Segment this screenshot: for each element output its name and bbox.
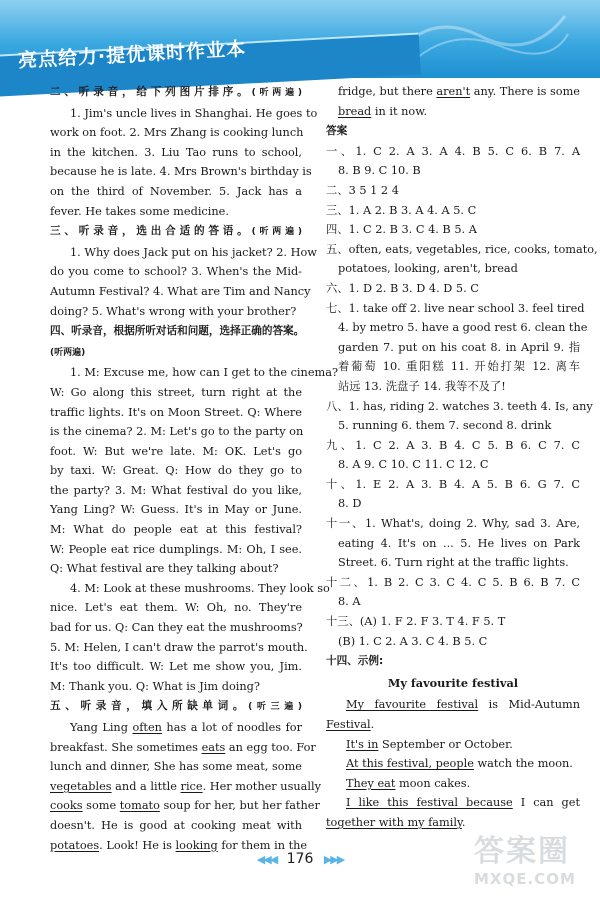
text-line bbox=[326, 592, 580, 612]
text-line bbox=[50, 757, 302, 777]
text-line bbox=[50, 363, 339, 383]
left-column-listening-script bbox=[50, 82, 339, 855]
text-line bbox=[50, 202, 302, 222]
text-segment: 十二、1. B 2. C 3. C 4. C 5. B 6. B 7. C bbox=[326, 575, 580, 589]
text-segment: (听两遍) bbox=[50, 347, 86, 358]
text-line bbox=[326, 121, 580, 142]
text-line bbox=[326, 632, 580, 652]
text-segment: Yang Ling? W: Guess. It's in May or June. bbox=[50, 503, 302, 517]
text-segment: because he is late. 4. Mrs Brown's birthday is bbox=[50, 165, 312, 179]
text-line bbox=[326, 201, 580, 221]
text-line bbox=[326, 161, 580, 181]
text-line bbox=[50, 657, 302, 677]
underlined-answer: My favourite festival bbox=[346, 698, 479, 712]
underlined-answer: rice bbox=[180, 779, 203, 793]
text-line bbox=[50, 321, 305, 342]
text-line bbox=[50, 262, 302, 282]
text-segment: breakfast. She sometimes bbox=[50, 740, 202, 754]
text-line bbox=[50, 481, 302, 501]
text-segment: 八、1. has, riding 2. watches 3. teeth 4. Is, any bbox=[326, 399, 593, 413]
text-segment: . bbox=[461, 815, 466, 829]
text-segment: 8. A 9. C 10. C 11. C 12. C bbox=[338, 458, 489, 472]
text-segment: 4. by metro 5. have a good rest 6. clean the bbox=[338, 321, 588, 335]
text-line bbox=[326, 553, 580, 573]
text-line bbox=[50, 598, 302, 618]
text-line bbox=[326, 475, 580, 495]
text-segment: September or October. bbox=[378, 737, 513, 751]
text-segment: work on foot. 2. Mrs Zhang is cooking lunch bbox=[50, 126, 304, 140]
text-line bbox=[326, 318, 588, 338]
underlined-answer: often bbox=[132, 721, 162, 734]
text-line bbox=[50, 696, 302, 718]
text-segment: foot. W: But we're late. M: OK. Let's go bbox=[50, 444, 302, 458]
text-segment: any. There is some bbox=[470, 85, 580, 98]
text-segment: has a lot of noodles for bbox=[161, 721, 302, 734]
underlined-answer: Festival bbox=[326, 718, 371, 731]
text-segment: (听三遍) bbox=[248, 702, 302, 713]
text-segment: watch the moon. bbox=[473, 757, 573, 771]
text-segment: by taxi. W: Great. Q: How do they go to bbox=[50, 464, 302, 478]
underlined-answer: together with my family bbox=[326, 815, 462, 829]
text-line bbox=[326, 416, 580, 436]
text-line bbox=[50, 559, 302, 579]
text-line bbox=[50, 796, 320, 816]
text-segment: Autumn Festival? 4. What are Tim and Nancy bbox=[50, 284, 311, 298]
text-segment: lunch and dinner, She has some meat, some bbox=[50, 760, 302, 774]
text-segment: 五、听录音，填入所缺单词。 bbox=[50, 700, 249, 713]
text-segment: W: People eat rice dumplings. M: Oh, I see. bbox=[50, 542, 302, 556]
page-number: 176 bbox=[286, 851, 314, 867]
text-line bbox=[50, 520, 302, 540]
text-segment: is Mid-Autumn bbox=[478, 698, 581, 712]
text-line bbox=[50, 738, 316, 758]
page-header-banner bbox=[0, 0, 600, 78]
text-segment: soup for her, but her father bbox=[159, 799, 320, 813]
text-segment: and a little bbox=[111, 779, 181, 793]
text-line bbox=[326, 220, 580, 240]
text-line bbox=[50, 162, 312, 182]
text-segment: My favourite festival bbox=[387, 675, 519, 690]
text-line bbox=[326, 82, 580, 102]
underlined-answer: aren't bbox=[436, 85, 471, 98]
text-segment: in it now. bbox=[371, 104, 428, 118]
text-segment: 五、often, eats, vegetables, rice, cooks, tomato, bbox=[326, 242, 598, 256]
page-title: 亮点给力·提优课时作业本 bbox=[17, 38, 247, 72]
text-line bbox=[50, 383, 302, 403]
text-line bbox=[326, 181, 580, 201]
text-line bbox=[50, 677, 302, 697]
right-column-answers bbox=[326, 82, 598, 833]
text-segment: 答案 bbox=[326, 125, 348, 138]
text-segment: 三、听录音，选出合适的答语。 bbox=[50, 225, 252, 238]
text-line bbox=[50, 777, 321, 797]
text-segment: It's too difficult. W: Let me show you, Jim. bbox=[50, 660, 302, 674]
text-segment: 十、1. E 2. A 3. B 4. A 5. B 6. G 7. C bbox=[326, 477, 580, 491]
text-segment: potatoes, looking, aren't, bread bbox=[338, 262, 518, 276]
text-line bbox=[326, 651, 580, 672]
text-line bbox=[326, 695, 580, 715]
text-segment: is the cinema? 2. M: Let's go to the party on bbox=[50, 425, 304, 439]
text-segment: Yang Ling bbox=[70, 721, 133, 734]
text-line bbox=[326, 455, 580, 475]
text-segment: traffic lights. It's on Moon Street. Q: Where bbox=[50, 405, 302, 419]
text-line bbox=[50, 403, 302, 423]
text-line bbox=[50, 422, 302, 442]
watermark-text-url: MXQE.COM bbox=[474, 870, 576, 888]
text-line bbox=[50, 123, 302, 143]
next-page-arrows-icon[interactable]: ▶▶▶ bbox=[323, 853, 344, 866]
text-line bbox=[326, 357, 580, 377]
text-segment: nice. Let's eat them. W: Oh, no. They're bbox=[50, 601, 302, 615]
text-line bbox=[326, 259, 580, 279]
text-segment: 九、1. C 2. A 3. B 4. C 5. B 6. C 7. C bbox=[326, 438, 580, 452]
text-segment: 8. B 9. C 10. B bbox=[338, 164, 421, 178]
text-line bbox=[50, 302, 302, 322]
text-segment: M: What do people eat at this festival? bbox=[50, 523, 302, 537]
underlined-answer: looking bbox=[175, 838, 218, 852]
text-line bbox=[50, 82, 302, 104]
text-segment: for them in the bbox=[217, 838, 308, 852]
text-segment: the party? 3. M: What festival do you like, bbox=[50, 483, 302, 497]
text-line bbox=[326, 514, 580, 534]
text-segment: an egg too. For bbox=[225, 740, 316, 754]
text-segment: moon cakes. bbox=[395, 776, 471, 790]
text-segment: in the kitchen. 3. Liu Tao runs to school, bbox=[50, 145, 302, 159]
text-line bbox=[326, 102, 580, 122]
text-segment: 七、1. take off 2. live near school 3. feel tired bbox=[326, 301, 585, 315]
text-segment: garden 7. put on his coat 8. in April 9. 指 bbox=[338, 340, 580, 354]
underlined-answer: It's in bbox=[346, 737, 379, 751]
text-line bbox=[326, 338, 580, 358]
text-line bbox=[50, 618, 302, 638]
text-line bbox=[50, 638, 308, 658]
text-line bbox=[50, 143, 302, 163]
text-segment: 六、1. D 2. B 3. D 4. D 5. C bbox=[326, 281, 479, 295]
text-line bbox=[326, 534, 580, 554]
text-line bbox=[326, 494, 580, 514]
text-segment: 二、听录音，给下列图片排序。 bbox=[50, 86, 252, 98]
text-segment: (听两遍) bbox=[251, 227, 303, 238]
text-segment: 1. M: Excuse me, how can I get to the cinema? bbox=[70, 366, 339, 380]
text-segment: (B) 1. C 2. A 3. C 4. B 5. C bbox=[338, 634, 488, 648]
text-segment: M: Thank you. Q: What is Jim doing? bbox=[50, 679, 260, 693]
text-segment: 二、3 5 1 2 4 bbox=[326, 183, 399, 197]
text-line bbox=[326, 240, 598, 260]
text-line bbox=[50, 342, 302, 364]
text-segment: . Her mother usually bbox=[202, 779, 321, 793]
text-line bbox=[50, 221, 302, 243]
text-line bbox=[326, 397, 593, 417]
text-segment: 5. running 6. them 7. second 8. drink bbox=[338, 419, 552, 433]
text-segment: 十四、示例: bbox=[326, 655, 384, 668]
text-segment: 站远 13. 洗盘子 14. 我等不及了! bbox=[338, 379, 506, 393]
text-segment: 四、1. C 2. B 3. C 4. B 5. A bbox=[326, 223, 477, 237]
text-line bbox=[326, 754, 580, 774]
text-line bbox=[50, 282, 311, 302]
text-segment: 三、1. A 2. B 3. A 4. A 5. C bbox=[326, 203, 477, 217]
text-line bbox=[50, 500, 302, 520]
text-line bbox=[326, 436, 580, 456]
text-segment: 1. Jim's uncle lives in Shanghai. He goes to bbox=[70, 106, 318, 120]
text-line bbox=[326, 793, 580, 813]
text-line bbox=[326, 612, 580, 632]
text-segment: bad for us. Q: Can they eat the mushrooms? bbox=[50, 621, 303, 635]
underlined-answer: I like this festival because bbox=[346, 796, 513, 810]
site-watermark-logo bbox=[474, 826, 594, 896]
text-segment: 4. M: Look at these mushrooms. They look so bbox=[70, 581, 330, 595]
text-segment: doing? 5. What's wrong with your brother? bbox=[50, 304, 297, 318]
underlined-answer: cooks bbox=[50, 799, 83, 813]
text-segment: 着葡萄 10. 重阳糕 11. 开始打架 12. 离车 bbox=[338, 360, 580, 374]
text-line bbox=[50, 104, 318, 124]
essay-title bbox=[326, 674, 580, 694]
previous-page-arrows-icon[interactable]: ◀◀◀ bbox=[256, 853, 277, 866]
text-line bbox=[326, 299, 585, 319]
text-segment: Street. 6. Turn right at the traffic lights. bbox=[338, 556, 569, 570]
text-line bbox=[50, 540, 302, 560]
text-segment: 十三、(A) 1. F 2. F 3. T 4. F 5. T bbox=[326, 615, 506, 629]
text-line bbox=[50, 579, 330, 599]
text-segment: 一、1. C 2. A 3. A 4. B 5. C 6. B 7. A bbox=[326, 144, 580, 158]
text-segment: do you come to school? 3. When's the Mid- bbox=[50, 265, 302, 279]
text-line bbox=[326, 774, 580, 794]
underlined-answer: bread bbox=[338, 104, 372, 118]
underlined-answer: At this festival, people bbox=[346, 757, 474, 771]
text-segment: 8. A bbox=[338, 595, 361, 609]
text-line bbox=[50, 816, 302, 836]
underlined-answer: eats bbox=[201, 740, 226, 754]
text-segment: 十一、1. What's, doing 2. Why, sad 3. Are, bbox=[326, 517, 580, 531]
text-segment: fridge, but there bbox=[338, 85, 437, 98]
text-line bbox=[326, 279, 580, 299]
underlined-answer: potatoes bbox=[50, 838, 100, 852]
text-segment: 8. D bbox=[338, 497, 362, 511]
text-line bbox=[326, 142, 580, 162]
underlined-answer: vegetables bbox=[50, 779, 112, 793]
underlined-answer: tomato bbox=[119, 799, 160, 813]
text-line bbox=[50, 461, 302, 481]
text-segment: 1. Why does Jack put on his jacket? 2. How bbox=[70, 245, 317, 259]
text-line bbox=[326, 715, 580, 735]
text-segment: W: Go along this street, turn right at the bbox=[50, 385, 302, 399]
text-segment: . Look! He is bbox=[99, 838, 176, 852]
watermark-text-cn: 答案圈 bbox=[474, 834, 570, 869]
text-line bbox=[50, 182, 302, 202]
text-segment: on the third of November. 5. Jack has a bbox=[50, 184, 302, 198]
text-line bbox=[326, 735, 580, 755]
text-segment: doesn't. He is good at cooking meat with bbox=[50, 818, 302, 832]
underlined-answer: They eat bbox=[346, 776, 396, 790]
text-segment: fever. He takes some medicine. bbox=[50, 204, 229, 218]
text-segment: . bbox=[370, 718, 375, 731]
text-segment: Q: What festival are they talking about? bbox=[50, 562, 279, 576]
text-line bbox=[50, 243, 317, 263]
text-line bbox=[50, 442, 302, 462]
text-segment: eating 4. It's on ... 5. He lives on Park bbox=[338, 536, 580, 550]
text-line bbox=[50, 718, 302, 738]
text-line bbox=[326, 377, 580, 397]
text-segment: some bbox=[82, 799, 120, 813]
text-segment: I can get bbox=[512, 796, 581, 810]
text-line bbox=[326, 573, 580, 593]
text-segment: 5. M: Helen, I can't draw the parrot's mouth. bbox=[50, 640, 308, 654]
text-segment: (听两遍) bbox=[251, 88, 303, 98]
text-segment: 四、听录音，根据所听对话和问题，选择正确的答案。 bbox=[50, 325, 305, 338]
